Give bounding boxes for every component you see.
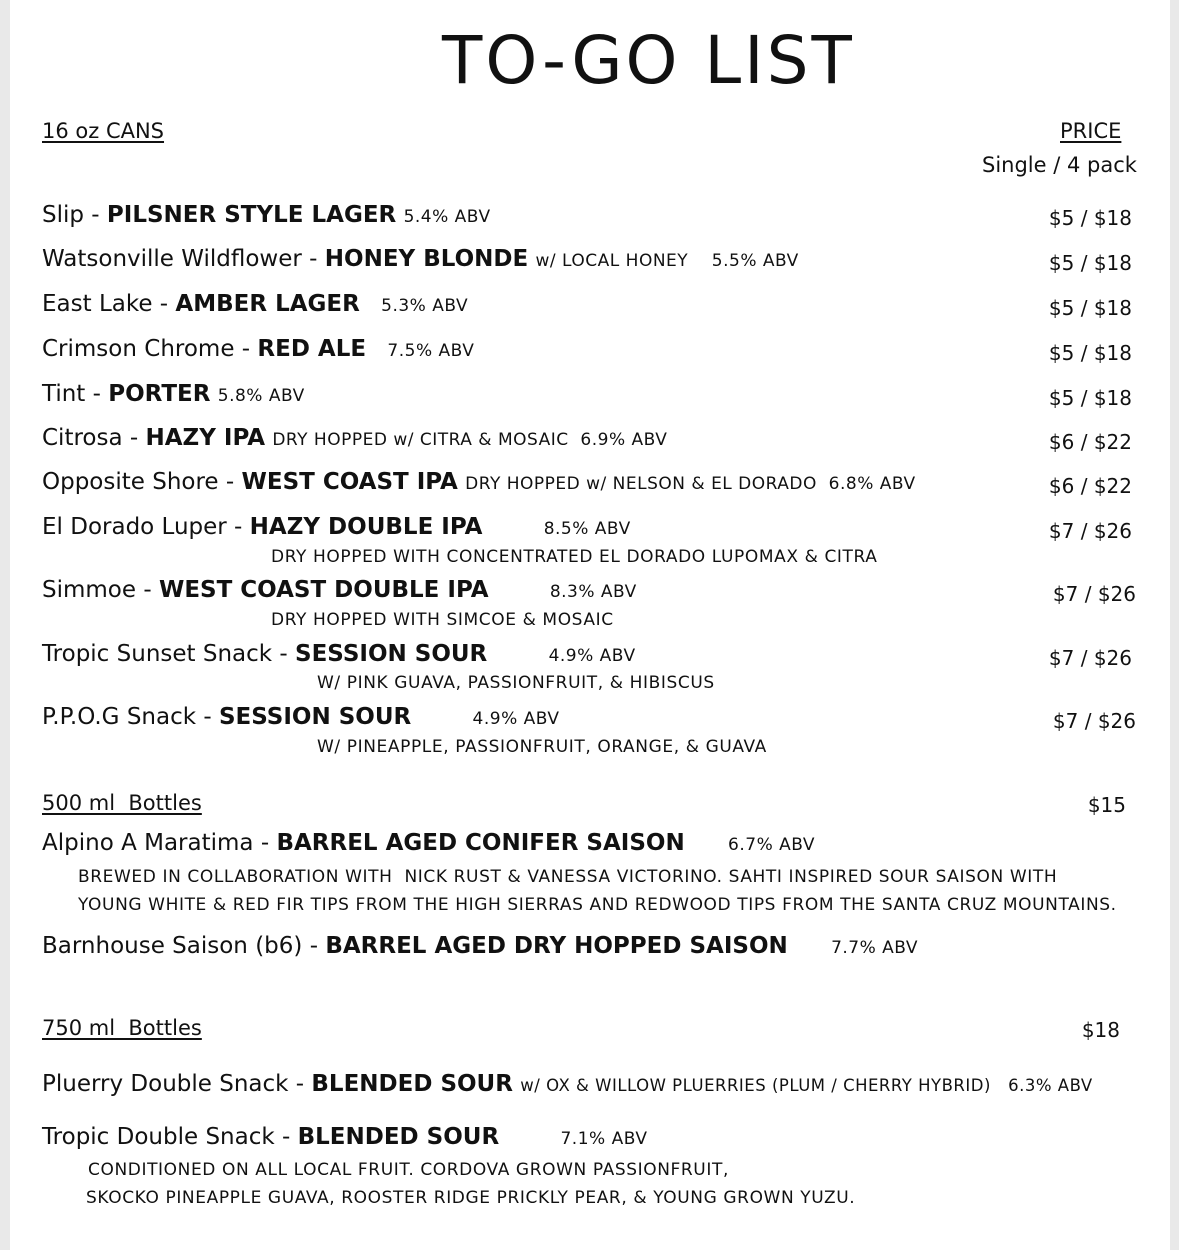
beer-description: YOUNG WHITE & RED FIR TIPS FROM THE HIGH SIERRAS AND REDWOOD TIPS FROM THE SANTA CRUZ MOUNTAINS. [78, 895, 1117, 915]
beer-row [42, 830, 815, 856]
beer-price: $5 / $18 [1048, 251, 1132, 275]
beer-name: P.P.O.G Snack - [42, 704, 219, 730]
beer-description: DRY HOPPED WITH CONCENTRATED EL DORADO LUPOMAX & CITRA [271, 547, 878, 567]
beer-name: Crimson Chrome - [42, 336, 258, 362]
section-price-500ml: $15 [1087, 793, 1126, 817]
beer-description: SKOCKO PINEAPPLE GUAVA, ROOSTER RIDGE PRICKLY PEAR, & YOUNG GROWN YUZU. [86, 1188, 856, 1208]
beer-name: Tropic Double Snack - [42, 1124, 298, 1150]
beer-row [42, 469, 916, 495]
page-title: TO-GO LIST [442, 22, 855, 99]
beer-notes: 7.5% ABV [387, 341, 475, 361]
beer-name: Simmoe - [42, 577, 159, 603]
beer-notes: 4.9% ABV [472, 709, 560, 729]
beer-row [42, 1071, 1093, 1097]
beer-description: W/ PINK GUAVA, PASSIONFRUIT, & HIBISCUS [317, 673, 715, 693]
beer-style: BLENDED SOUR [297, 1124, 500, 1150]
beer-name: Watsonville Wildflower - [42, 246, 325, 272]
beer-row [42, 246, 799, 272]
beer-notes: 8.3% ABV [549, 582, 637, 602]
beer-style: BARREL AGED CONIFER SAISON [276, 830, 685, 856]
beer-name: Tint - [42, 381, 109, 407]
section-heading-cans: 16 oz CANS [42, 119, 165, 143]
beer-style: SESSION SOUR [218, 704, 412, 730]
beer-notes: 5.8% ABV [217, 386, 305, 406]
beer-description: W/ PINEAPPLE, PASSIONFRUIT, ORANGE, & GUAVA [317, 737, 767, 757]
beer-notes: DRY HOPPED w/ CITRA & MOSAIC 6.9% ABV [272, 430, 668, 450]
beer-style: PILSNER STYLE LAGER [106, 202, 397, 228]
beer-style: HAZY DOUBLE IPA [249, 514, 483, 540]
section-price-750ml: $18 [1081, 1018, 1120, 1042]
beer-name: Opposite Shore - [42, 469, 242, 495]
beer-name: El Dorado Luper - [42, 514, 250, 540]
beer-style: RED ALE [257, 336, 367, 362]
beer-price: $7 / $26 [1048, 519, 1132, 543]
beer-description: CONDITIONED ON ALL LOCAL FRUIT. CORDOVA GROWN PASSIONFRUIT, [88, 1160, 729, 1180]
beer-notes: 4.9% ABV [548, 646, 636, 666]
beer-name: Citrosa - [42, 425, 146, 451]
beer-price: $5 / $18 [1048, 341, 1132, 365]
beer-description: BREWED IN COLLABORATION WITH NICK RUST & VANESSA VICTORINO. SAHTI INSPIRED SOUR SAISON WITH [78, 867, 1058, 887]
beer-name: East Lake - [42, 291, 176, 317]
beer-style: BARREL AGED DRY HOPPED SAISON [325, 933, 788, 959]
beer-notes: w/ OX & WILLOW PLUERRIES (PLUM / CHERRY HYBRID) 6.3% ABV [520, 1076, 1093, 1095]
beer-row [42, 291, 468, 317]
beer-price: $5 / $18 [1048, 296, 1132, 320]
beer-row [42, 514, 631, 540]
beer-name: Pluerry Double Snack - [42, 1071, 312, 1097]
beer-notes: 7.7% ABV [831, 938, 919, 958]
beer-row [42, 1124, 647, 1150]
beer-notes: 7.1% ABV [560, 1129, 648, 1149]
beer-description: DRY HOPPED WITH SIMCOE & MOSAIC [271, 610, 614, 630]
beer-price: $7 / $26 [1048, 646, 1132, 670]
price-heading: PRICE [1060, 119, 1122, 143]
beer-style: WEST COAST DOUBLE IPA [158, 577, 489, 603]
menu-sheet [10, 0, 1170, 1250]
beer-row [42, 425, 667, 451]
beer-notes: 5.4% ABV [403, 207, 491, 227]
beer-notes: w/ LOCAL HONEY 5.5% ABV [535, 251, 799, 271]
beer-row [42, 641, 636, 667]
beer-price: $6 / $22 [1048, 474, 1132, 498]
beer-row [42, 704, 560, 730]
price-subheading: Single / 4 pack [982, 153, 1137, 177]
beer-row [42, 336, 474, 362]
beer-price: $5 / $18 [1048, 206, 1132, 230]
beer-price: $7 / $26 [1052, 709, 1136, 733]
beer-style: BLENDED SOUR [311, 1071, 513, 1097]
beer-price: $5 / $18 [1048, 386, 1132, 410]
beer-row [42, 202, 491, 228]
beer-price: $6 / $22 [1048, 430, 1132, 454]
beer-notes: 8.5% ABV [543, 519, 631, 539]
section-heading-750ml: 750 ml Bottles [42, 1016, 202, 1040]
beer-style: AMBER LAGER [175, 291, 360, 317]
beer-name: Alpino A Maratima - [42, 830, 277, 856]
beer-style: HONEY BLONDE [324, 246, 529, 272]
beer-notes: 5.3% ABV [381, 296, 469, 316]
beer-name: Tropic Sunset Snack - [42, 641, 296, 667]
beer-style: SESSION SOUR [295, 641, 488, 667]
beer-row [42, 577, 637, 603]
beer-style: WEST COAST IPA [241, 469, 458, 495]
section-heading-500ml: 500 ml Bottles [42, 791, 202, 815]
beer-row [42, 933, 918, 959]
beer-name: Slip - [42, 202, 107, 228]
beer-price: $7 / $26 [1052, 582, 1136, 606]
beer-notes: 6.7% ABV [728, 835, 816, 855]
beer-name: Barnhouse Saison (b6) - [42, 933, 326, 959]
beer-row [42, 381, 305, 407]
beer-notes: DRY HOPPED w/ NELSON & EL DORADO 6.8% ABV [465, 474, 916, 494]
beer-style: PORTER [108, 381, 211, 407]
beer-style: HAZY IPA [145, 425, 265, 451]
